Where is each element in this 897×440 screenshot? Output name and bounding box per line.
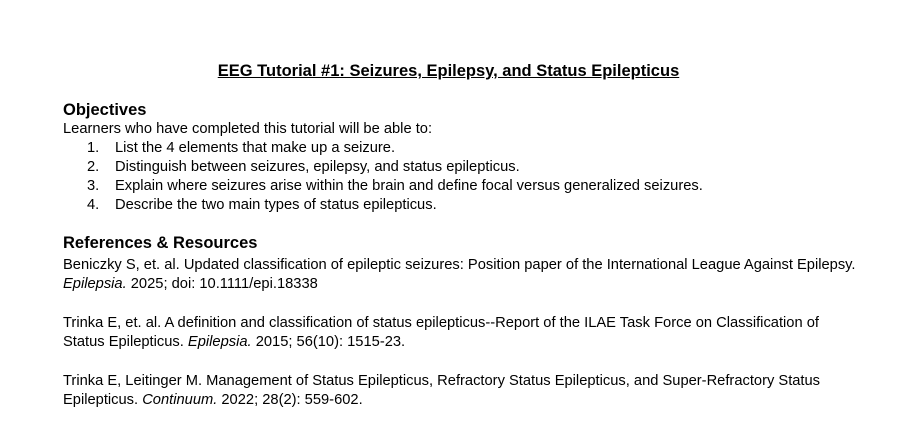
reference-citation: 2022; 28(2): 559-602. xyxy=(217,392,363,408)
objective-item xyxy=(63,139,863,158)
reference-journal: Epilepsia. xyxy=(63,276,127,292)
reference-item xyxy=(63,256,863,294)
objective-item xyxy=(63,196,863,215)
objective-item xyxy=(63,158,863,177)
objective-item xyxy=(63,177,863,196)
objectives-list xyxy=(63,139,863,215)
objectives-intro: Learners who have completed this tutorial will be able to: xyxy=(63,121,433,137)
objective-text: List the 4 elements that make up a seizure. xyxy=(115,140,396,156)
reference-text: Beniczky S, et. al. Updated classification of epileptic seizures: Position paper of the International League Against Epilepsy. xyxy=(63,257,856,273)
objective-number: 3. xyxy=(87,178,100,194)
objective-text: Distinguish between seizures, epilepsy, and status epilepticus. xyxy=(115,159,520,175)
reference-journal: Continuum. xyxy=(142,392,218,408)
objective-number: 2. xyxy=(87,159,100,175)
reference-item xyxy=(63,372,863,410)
references-heading: References & Resources xyxy=(63,234,258,252)
objectives-heading: Objectives xyxy=(63,101,147,119)
reference-text: Trinka E, et. al. A definition and classification of status epilepticus--Report of the ILAE Task Force on Classification of Status Epilepticus. xyxy=(63,315,819,350)
objective-number: 1. xyxy=(87,140,100,156)
reference-citation: 2025; doi: 10.1111/epi.18338 xyxy=(126,276,318,292)
reference-citation: 2015; 56(10): 1515-23. xyxy=(251,334,406,350)
objective-text: Explain where seizures arise within the brain and define focal versus generalized seizures. xyxy=(115,178,703,194)
reference-journal: Epilepsia. xyxy=(187,334,252,350)
objective-number: 4. xyxy=(87,197,100,213)
reference-item xyxy=(63,314,863,352)
document-title: EEG Tutorial #1: Seizures, Epilepsy, and Status Epilepticus xyxy=(217,62,680,80)
reference-text: Trinka E, Leitinger M. Management of Status Epilepticus, Refractory Status Epilepticus, and Super-Refractory Status Epilepticus. xyxy=(63,373,821,408)
objective-text: Describe the two main types of status epilepticus. xyxy=(115,197,437,213)
objectives-section xyxy=(63,101,863,215)
